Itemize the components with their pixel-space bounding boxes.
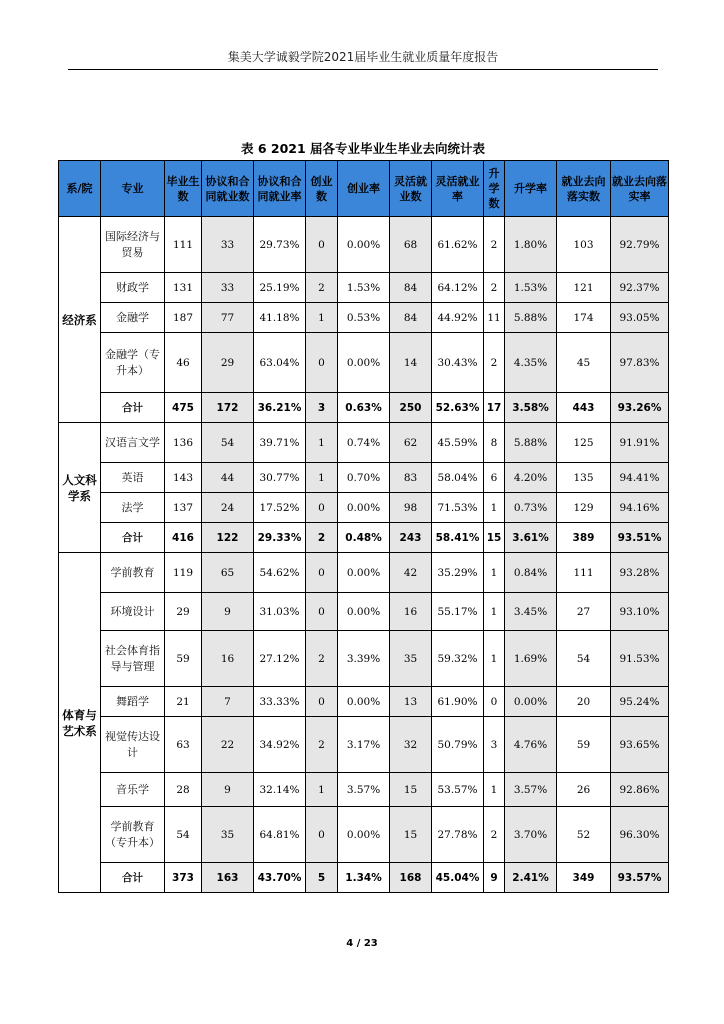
- table-cell: 94.16%: [611, 493, 669, 523]
- table-cell: 143: [165, 463, 202, 493]
- table-cell: 3.57%: [505, 773, 557, 807]
- table-total-row: [59, 863, 669, 893]
- table-cell: 2: [484, 807, 505, 863]
- table-cell: 121: [557, 273, 611, 303]
- table-cell: 0: [306, 687, 338, 717]
- table-cell: 416: [165, 523, 202, 553]
- table-cell: 0: [306, 333, 338, 393]
- table-cell: 39.71%: [254, 423, 306, 463]
- table-cell: 52: [557, 807, 611, 863]
- table-cell: 168: [390, 863, 432, 893]
- table-cell: 1.53%: [338, 273, 390, 303]
- col-header: 协议和合同就业数: [202, 161, 254, 217]
- major-name: 学前教育: [101, 553, 165, 593]
- table-total-row: [59, 393, 669, 423]
- table-cell: 0: [306, 807, 338, 863]
- table-cell: 32: [390, 717, 432, 773]
- table-cell: 21: [165, 687, 202, 717]
- table-row: [59, 423, 669, 463]
- table-cell: 58.04%: [432, 463, 484, 493]
- table-cell: 0.00%: [505, 687, 557, 717]
- table-title: 表 6 2021 届各专业毕业生毕业去向统计表: [240, 141, 486, 156]
- table-cell: 0.00%: [338, 593, 390, 631]
- table-cell: 17: [484, 393, 505, 423]
- table-cell: 54: [557, 631, 611, 687]
- table-cell: 1: [484, 493, 505, 523]
- table-cell: 92.79%: [611, 217, 669, 273]
- table-row: [59, 553, 669, 593]
- table-cell: 31.03%: [254, 593, 306, 631]
- table-cell: 44: [202, 463, 254, 493]
- table-cell: 2: [484, 217, 505, 273]
- col-header: 协议和合同就业率: [254, 161, 306, 217]
- table-cell: 3.57%: [338, 773, 390, 807]
- table-cell: 7: [202, 687, 254, 717]
- table-cell: 1.53%: [505, 273, 557, 303]
- table-cell: 97.83%: [611, 333, 669, 393]
- table-cell: 0.53%: [338, 303, 390, 333]
- table-cell: 1.80%: [505, 217, 557, 273]
- table-cell: 1: [306, 463, 338, 493]
- table-row: [59, 333, 669, 393]
- table-cell: 92.37%: [611, 273, 669, 303]
- table-cell: 3.17%: [338, 717, 390, 773]
- table-cell: 11: [484, 303, 505, 333]
- table-row: [59, 273, 669, 303]
- table-cell: 43.70%: [254, 863, 306, 893]
- table-cell: 1: [306, 773, 338, 807]
- table-cell: 0.48%: [338, 523, 390, 553]
- table-cell: 84: [390, 303, 432, 333]
- table-cell: 1: [484, 631, 505, 687]
- col-header: 系/院: [59, 161, 101, 217]
- col-header: 就业去向落实率: [611, 161, 669, 217]
- table-cell: 2: [306, 631, 338, 687]
- table-cell: 103: [557, 217, 611, 273]
- table-cell: 5: [306, 863, 338, 893]
- table-cell: 65: [202, 553, 254, 593]
- major-name: 舞蹈学: [101, 687, 165, 717]
- table-cell: 4.35%: [505, 333, 557, 393]
- major-name: 社会体育指导与管理: [101, 631, 165, 687]
- table-cell: 45: [557, 333, 611, 393]
- table-cell: 42: [390, 553, 432, 593]
- table-cell: 9: [202, 593, 254, 631]
- table-cell: 35: [202, 807, 254, 863]
- table-cell: 111: [165, 217, 202, 273]
- total-label: 合计: [101, 523, 165, 553]
- table-cell: 59: [165, 631, 202, 687]
- table-cell: 94.41%: [611, 463, 669, 493]
- table-row: [59, 463, 669, 493]
- table-cell: 0.74%: [338, 423, 390, 463]
- table-cell: 22: [202, 717, 254, 773]
- table-cell: 3.58%: [505, 393, 557, 423]
- major-name: 法学: [101, 493, 165, 523]
- table-cell: 0.70%: [338, 463, 390, 493]
- table-cell: 93.10%: [611, 593, 669, 631]
- table-cell: 61.90%: [432, 687, 484, 717]
- table-cell: 250: [390, 393, 432, 423]
- table-cell: 14: [390, 333, 432, 393]
- major-name: 国际经济与贸易: [101, 217, 165, 273]
- table-cell: 5.88%: [505, 303, 557, 333]
- table-cell: 92.86%: [611, 773, 669, 807]
- table-cell: 63: [165, 717, 202, 773]
- table-cell: 27.78%: [432, 807, 484, 863]
- page-number: 4 / 23: [346, 938, 378, 949]
- table-cell: 45.59%: [432, 423, 484, 463]
- table-cell: 46: [165, 333, 202, 393]
- department-name: 人文科学系: [59, 423, 101, 553]
- table-row: [59, 303, 669, 333]
- total-label: 合计: [101, 393, 165, 423]
- total-label: 合计: [101, 863, 165, 893]
- table-cell: 32.14%: [254, 773, 306, 807]
- table-cell: 131: [165, 273, 202, 303]
- table-cell: 64.12%: [432, 273, 484, 303]
- table-cell: 29: [202, 333, 254, 393]
- table-cell: 93.26%: [611, 393, 669, 423]
- major-name: 汉语言文学: [101, 423, 165, 463]
- major-name: 环境设计: [101, 593, 165, 631]
- table-cell: 61.62%: [432, 217, 484, 273]
- table-cell: 243: [390, 523, 432, 553]
- table-cell: 35.29%: [432, 553, 484, 593]
- table-cell: 62: [390, 423, 432, 463]
- col-header: 灵活就业数: [390, 161, 432, 217]
- table-cell: 3.39%: [338, 631, 390, 687]
- table-cell: 15: [484, 523, 505, 553]
- table-cell: 129: [557, 493, 611, 523]
- table-cell: 36.21%: [254, 393, 306, 423]
- table-cell: 30.77%: [254, 463, 306, 493]
- table-cell: 3: [484, 717, 505, 773]
- table-cell: 91.53%: [611, 631, 669, 687]
- table-cell: 475: [165, 393, 202, 423]
- table-cell: 34.92%: [254, 717, 306, 773]
- table-cell: 54.62%: [254, 553, 306, 593]
- table-row: [59, 593, 669, 631]
- major-name: 金融学: [101, 303, 165, 333]
- table-cell: 0.73%: [505, 493, 557, 523]
- table-cell: 30.43%: [432, 333, 484, 393]
- table-cell: 83: [390, 463, 432, 493]
- table-cell: 35: [390, 631, 432, 687]
- table-cell: 27.12%: [254, 631, 306, 687]
- table-cell: 125: [557, 423, 611, 463]
- table-cell: 63.04%: [254, 333, 306, 393]
- col-header: 毕业生数: [165, 161, 202, 217]
- table-cell: 0: [306, 553, 338, 593]
- table-cell: 64.81%: [254, 807, 306, 863]
- table-cell: 93.51%: [611, 523, 669, 553]
- table-cell: 71.53%: [432, 493, 484, 523]
- col-header: 灵活就业率: [432, 161, 484, 217]
- table-cell: 174: [557, 303, 611, 333]
- table-cell: 172: [202, 393, 254, 423]
- table-cell: 3.45%: [505, 593, 557, 631]
- table-cell: 98: [390, 493, 432, 523]
- table-cell: 0.00%: [338, 687, 390, 717]
- table-cell: 163: [202, 863, 254, 893]
- table-cell: 54: [202, 423, 254, 463]
- table-cell: 28: [165, 773, 202, 807]
- table-cell: 0.00%: [338, 333, 390, 393]
- table-cell: 5.88%: [505, 423, 557, 463]
- department-name: 体育与艺术系: [59, 553, 101, 893]
- col-header: 创业率: [338, 161, 390, 217]
- table-row: [59, 773, 669, 807]
- table-cell: 1: [484, 553, 505, 593]
- table-cell: 6: [484, 463, 505, 493]
- table-cell: 111: [557, 553, 611, 593]
- table-cell: 3: [306, 393, 338, 423]
- table-cell: 84: [390, 273, 432, 303]
- table-cell: 0.84%: [505, 553, 557, 593]
- table-cell: 0.63%: [338, 393, 390, 423]
- table-cell: 137: [165, 493, 202, 523]
- table-row: [59, 631, 669, 687]
- department-name: 经济系: [59, 217, 101, 423]
- table-cell: 2: [484, 333, 505, 393]
- table-cell: 8: [484, 423, 505, 463]
- table-cell: 389: [557, 523, 611, 553]
- table-row: [59, 493, 669, 523]
- table-cell: 15: [390, 807, 432, 863]
- table-cell: 13: [390, 687, 432, 717]
- table-header-row: [59, 161, 669, 217]
- table-cell: 41.18%: [254, 303, 306, 333]
- table-cell: 29.33%: [254, 523, 306, 553]
- table-cell: 96.30%: [611, 807, 669, 863]
- table-cell: 20: [557, 687, 611, 717]
- table-cell: 44.92%: [432, 303, 484, 333]
- table-cell: 0.00%: [338, 217, 390, 273]
- graduate-destination-table: [58, 160, 669, 893]
- table-cell: 0.00%: [338, 553, 390, 593]
- table-cell: 58.41%: [432, 523, 484, 553]
- table-cell: 25.19%: [254, 273, 306, 303]
- table-cell: 93.65%: [611, 717, 669, 773]
- table-cell: 68: [390, 217, 432, 273]
- table-cell: 373: [165, 863, 202, 893]
- table-cell: 187: [165, 303, 202, 333]
- table-cell: 349: [557, 863, 611, 893]
- table-cell: 135: [557, 463, 611, 493]
- table-row: [59, 717, 669, 773]
- table-cell: 2: [306, 717, 338, 773]
- table-cell: 443: [557, 393, 611, 423]
- table-cell: 9: [202, 773, 254, 807]
- major-name: 英语: [101, 463, 165, 493]
- table-cell: 1: [484, 593, 505, 631]
- table-cell: 50.79%: [432, 717, 484, 773]
- table-cell: 91.91%: [611, 423, 669, 463]
- table-cell: 2: [484, 273, 505, 303]
- table-cell: 27: [557, 593, 611, 631]
- table-cell: 45.04%: [432, 863, 484, 893]
- table-cell: 33: [202, 273, 254, 303]
- table-cell: 0: [484, 687, 505, 717]
- table-cell: 26: [557, 773, 611, 807]
- table-cell: 4.76%: [505, 717, 557, 773]
- table-cell: 93.05%: [611, 303, 669, 333]
- major-name: 金融学（专升本）: [101, 333, 165, 393]
- col-header: 升学数: [484, 161, 505, 217]
- table-cell: 3.70%: [505, 807, 557, 863]
- major-name: 学前教育（专升本）: [101, 807, 165, 863]
- table-cell: 0.00%: [338, 493, 390, 523]
- table-row: [59, 687, 669, 717]
- table-cell: 1.69%: [505, 631, 557, 687]
- table-cell: 16: [390, 593, 432, 631]
- table-cell: 24: [202, 493, 254, 523]
- table-cell: 93.57%: [611, 863, 669, 893]
- table-cell: 16: [202, 631, 254, 687]
- table-cell: 55.17%: [432, 593, 484, 631]
- table-cell: 33: [202, 217, 254, 273]
- major-name: 视觉传达设计: [101, 717, 165, 773]
- table-row: [59, 807, 669, 863]
- table-cell: 53.57%: [432, 773, 484, 807]
- major-name: 财政学: [101, 273, 165, 303]
- table-cell: 0: [306, 217, 338, 273]
- table-cell: 2.41%: [505, 863, 557, 893]
- table-cell: 15: [390, 773, 432, 807]
- table-total-row: [59, 523, 669, 553]
- table-cell: 0: [306, 493, 338, 523]
- table-cell: 54: [165, 807, 202, 863]
- table-row: [59, 217, 669, 273]
- table-cell: 9: [484, 863, 505, 893]
- col-header: 创业数: [306, 161, 338, 217]
- table-cell: 29: [165, 593, 202, 631]
- table-cell: 1: [306, 303, 338, 333]
- table-cell: 93.28%: [611, 553, 669, 593]
- table-cell: 2: [306, 523, 338, 553]
- table-cell: 1: [306, 423, 338, 463]
- table-cell: 119: [165, 553, 202, 593]
- col-header: 升学率: [505, 161, 557, 217]
- table-cell: 59: [557, 717, 611, 773]
- table-cell: 77: [202, 303, 254, 333]
- table-cell: 1: [484, 773, 505, 807]
- table-cell: 59.32%: [432, 631, 484, 687]
- table-cell: 4.20%: [505, 463, 557, 493]
- table-cell: 17.52%: [254, 493, 306, 523]
- table-cell: 0.00%: [338, 807, 390, 863]
- page-header: 集美大学诚毅学院2021届毕业生就业质量年度报告: [68, 48, 658, 70]
- table-cell: 2: [306, 273, 338, 303]
- table-cell: 52.63%: [432, 393, 484, 423]
- col-header: 就业去向落实数: [557, 161, 611, 217]
- table-cell: 122: [202, 523, 254, 553]
- table-cell: 33.33%: [254, 687, 306, 717]
- table-cell: 3.61%: [505, 523, 557, 553]
- table-cell: 29.73%: [254, 217, 306, 273]
- table-cell: 136: [165, 423, 202, 463]
- table-cell: 0: [306, 593, 338, 631]
- col-header: 专业: [101, 161, 165, 217]
- table-cell: 1.34%: [338, 863, 390, 893]
- table-cell: 95.24%: [611, 687, 669, 717]
- major-name: 音乐学: [101, 773, 165, 807]
